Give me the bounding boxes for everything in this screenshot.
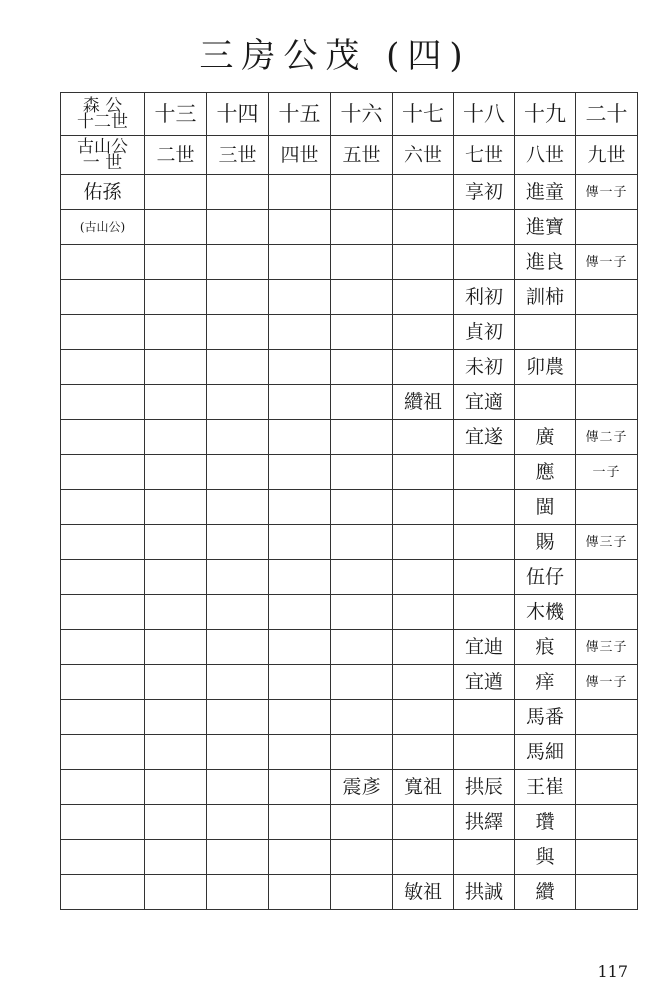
table-row xyxy=(61,875,638,910)
name-cell xyxy=(393,455,454,490)
name-cell: 卯農 xyxy=(515,350,576,385)
note-cell xyxy=(576,595,638,630)
name-cell xyxy=(269,385,331,420)
name-cell xyxy=(331,735,393,770)
name-cell: 貞初 xyxy=(454,315,515,350)
corner-bottom-line1: 古山公 xyxy=(77,136,128,157)
name-cell: 拱誠 xyxy=(454,875,515,910)
local-gen-header: 八世 xyxy=(515,136,576,175)
note-cell xyxy=(576,735,638,770)
name-cell xyxy=(269,700,331,735)
name-cell xyxy=(145,665,207,700)
name-cell xyxy=(331,385,393,420)
table-row xyxy=(61,595,638,630)
branch-cell xyxy=(61,420,145,455)
name-cell xyxy=(207,735,269,770)
branch-cell xyxy=(61,840,145,875)
name-cell xyxy=(145,490,207,525)
name-cell: 伍仔 xyxy=(515,560,576,595)
table-row xyxy=(61,805,638,840)
table-row xyxy=(61,560,638,595)
corner-top-line2: 十二世 xyxy=(77,111,128,132)
name-cell xyxy=(207,700,269,735)
name-cell xyxy=(145,735,207,770)
table-row xyxy=(61,840,638,875)
name-cell xyxy=(269,805,331,840)
name-cell xyxy=(393,350,454,385)
name-cell xyxy=(393,420,454,455)
name-cell xyxy=(331,175,393,210)
note-cell: 傳二子 xyxy=(576,420,638,455)
page-title: 三房公茂 (四) xyxy=(199,36,471,76)
local-gen-header: 四世 xyxy=(269,136,331,175)
name-cell xyxy=(454,245,515,280)
name-cell xyxy=(454,595,515,630)
name-cell: 宜迪 xyxy=(454,630,515,665)
branch-cell: (古山公) xyxy=(61,210,145,245)
name-cell: 王崔 xyxy=(515,770,576,805)
name-cell: 拱辰 xyxy=(454,770,515,805)
note-cell: 傳三子 xyxy=(576,525,638,560)
gen-header: 十三 xyxy=(145,93,207,136)
note-cell xyxy=(576,385,638,420)
corner-cell-top xyxy=(61,93,145,136)
table-row xyxy=(61,420,638,455)
name-cell xyxy=(331,315,393,350)
name-cell: 纘 xyxy=(515,875,576,910)
gen-header: 十九 xyxy=(515,93,576,136)
name-cell xyxy=(145,700,207,735)
generation-header-row xyxy=(61,93,638,136)
name-cell xyxy=(454,455,515,490)
name-cell: 震彥 xyxy=(331,770,393,805)
branch-cell xyxy=(61,490,145,525)
table-row xyxy=(61,665,638,700)
corner-bottom-line2: 一 世 xyxy=(82,152,123,173)
name-cell xyxy=(393,210,454,245)
name-cell xyxy=(454,700,515,735)
name-cell xyxy=(145,840,207,875)
local-gen-header: 二世 xyxy=(145,136,207,175)
name-cell xyxy=(145,245,207,280)
name-cell: 進寶 xyxy=(515,210,576,245)
name-cell xyxy=(145,315,207,350)
name-cell xyxy=(393,700,454,735)
branch-cell xyxy=(61,280,145,315)
name-cell xyxy=(145,385,207,420)
name-cell xyxy=(269,665,331,700)
name-cell xyxy=(145,420,207,455)
name-cell xyxy=(207,840,269,875)
name-cell: 拱繹 xyxy=(454,805,515,840)
name-cell xyxy=(393,315,454,350)
gen-header: 十五 xyxy=(269,93,331,136)
name-cell: 馬番 xyxy=(515,700,576,735)
table-row xyxy=(61,315,638,350)
name-cell xyxy=(269,490,331,525)
name-cell: 寬祖 xyxy=(393,770,454,805)
name-cell xyxy=(207,455,269,490)
table-row xyxy=(61,700,638,735)
name-cell xyxy=(145,175,207,210)
name-cell: 利初 xyxy=(454,280,515,315)
name-cell xyxy=(269,175,331,210)
note-cell xyxy=(576,840,638,875)
name-cell: 訓柿 xyxy=(515,280,576,315)
name-cell xyxy=(269,420,331,455)
local-gen-header: 九世 xyxy=(576,136,638,175)
name-cell: 宜遒 xyxy=(454,665,515,700)
name-cell xyxy=(269,735,331,770)
branch-cell: 佑孫 xyxy=(61,175,145,210)
name-cell xyxy=(207,490,269,525)
name-cell xyxy=(269,595,331,630)
note-cell xyxy=(576,770,638,805)
corner-top-line1: 森 公 xyxy=(82,95,123,116)
name-cell xyxy=(145,595,207,630)
name-cell xyxy=(454,560,515,595)
name-cell xyxy=(454,840,515,875)
page-number: 117 xyxy=(597,962,628,981)
name-cell xyxy=(393,490,454,525)
name-cell xyxy=(269,315,331,350)
name-cell: 馬細 xyxy=(515,735,576,770)
branch-cell xyxy=(61,875,145,910)
name-cell: 與 xyxy=(515,840,576,875)
name-cell xyxy=(145,210,207,245)
gen-header: 十四 xyxy=(207,93,269,136)
name-cell: 享初 xyxy=(454,175,515,210)
name-cell xyxy=(207,385,269,420)
name-cell xyxy=(207,525,269,560)
name-cell xyxy=(207,245,269,280)
name-cell: 敏祖 xyxy=(393,875,454,910)
branch-cell xyxy=(61,770,145,805)
note-cell xyxy=(576,700,638,735)
branch-cell xyxy=(61,665,145,700)
name-cell xyxy=(393,595,454,630)
branch-cell xyxy=(61,595,145,630)
local-generation-header-row xyxy=(61,136,638,175)
note-cell: 傳三子 xyxy=(576,630,638,665)
name-cell xyxy=(145,350,207,385)
name-cell xyxy=(207,770,269,805)
name-cell xyxy=(393,805,454,840)
name-cell xyxy=(515,385,576,420)
local-gen-header: 六世 xyxy=(393,136,454,175)
table-row xyxy=(61,455,638,490)
name-cell xyxy=(269,560,331,595)
name-cell xyxy=(269,875,331,910)
branch-cell xyxy=(61,700,145,735)
table-row xyxy=(61,175,638,210)
name-cell xyxy=(393,525,454,560)
note-cell: 傳一子 xyxy=(576,175,638,210)
note-cell: 傳一子 xyxy=(576,245,638,280)
name-cell xyxy=(454,210,515,245)
gen-header: 二十 xyxy=(576,93,638,136)
name-cell xyxy=(515,315,576,350)
name-cell xyxy=(269,350,331,385)
name-cell xyxy=(145,280,207,315)
gen-header: 十七 xyxy=(393,93,454,136)
name-cell xyxy=(331,455,393,490)
gen-header: 十八 xyxy=(454,93,515,136)
note-cell: 傳一子 xyxy=(576,665,638,700)
name-cell xyxy=(454,490,515,525)
note-cell xyxy=(576,875,638,910)
name-cell: 纘祖 xyxy=(393,385,454,420)
name-cell: 木機 xyxy=(515,595,576,630)
name-cell xyxy=(269,630,331,665)
table-row xyxy=(61,770,638,805)
name-cell xyxy=(454,735,515,770)
name-cell xyxy=(207,280,269,315)
branch-cell xyxy=(61,315,145,350)
name-cell xyxy=(207,350,269,385)
name-cell xyxy=(331,875,393,910)
name-cell xyxy=(331,805,393,840)
name-cell xyxy=(393,560,454,595)
name-cell xyxy=(207,210,269,245)
genealogy-table xyxy=(60,92,638,910)
name-cell: 應 xyxy=(515,455,576,490)
name-cell xyxy=(393,630,454,665)
name-cell xyxy=(145,630,207,665)
name-cell xyxy=(331,700,393,735)
name-cell xyxy=(454,525,515,560)
name-cell xyxy=(269,245,331,280)
corner-cell-bottom xyxy=(61,136,145,175)
name-cell xyxy=(331,595,393,630)
branch-cell xyxy=(61,735,145,770)
name-cell xyxy=(269,280,331,315)
name-cell: 進良 xyxy=(515,245,576,280)
name-cell xyxy=(207,560,269,595)
branch-cell xyxy=(61,525,145,560)
branch-cell xyxy=(61,455,145,490)
name-cell xyxy=(207,665,269,700)
name-cell xyxy=(269,455,331,490)
name-cell xyxy=(269,840,331,875)
name-cell xyxy=(393,840,454,875)
name-cell xyxy=(269,770,331,805)
table-row xyxy=(61,525,638,560)
table-row xyxy=(61,210,638,245)
local-gen-header: 五世 xyxy=(331,136,393,175)
name-cell xyxy=(331,560,393,595)
name-cell xyxy=(393,280,454,315)
branch-cell xyxy=(61,245,145,280)
name-cell xyxy=(207,805,269,840)
table-row xyxy=(61,245,638,280)
note-cell xyxy=(576,315,638,350)
gen-header: 十六 xyxy=(331,93,393,136)
name-cell: 未初 xyxy=(454,350,515,385)
name-cell xyxy=(331,525,393,560)
name-cell xyxy=(393,665,454,700)
local-gen-header: 七世 xyxy=(454,136,515,175)
name-cell: 閩 xyxy=(515,490,576,525)
branch-cell xyxy=(61,350,145,385)
name-cell xyxy=(393,735,454,770)
name-cell xyxy=(207,315,269,350)
note-cell xyxy=(576,490,638,525)
table-row xyxy=(61,385,638,420)
branch-cell xyxy=(61,630,145,665)
note-cell xyxy=(576,210,638,245)
name-cell xyxy=(207,420,269,455)
name-cell xyxy=(393,175,454,210)
name-cell: 宜遂 xyxy=(454,420,515,455)
name-cell xyxy=(145,875,207,910)
name-cell xyxy=(269,525,331,560)
name-cell xyxy=(145,525,207,560)
branch-cell xyxy=(61,805,145,840)
name-cell: 宜適 xyxy=(454,385,515,420)
name-cell xyxy=(331,490,393,525)
name-cell: 痒 xyxy=(515,665,576,700)
note-cell: 一子 xyxy=(576,455,638,490)
name-cell xyxy=(145,770,207,805)
name-cell: 瓚 xyxy=(515,805,576,840)
name-cell: 進童 xyxy=(515,175,576,210)
branch-cell xyxy=(61,560,145,595)
name-cell xyxy=(331,280,393,315)
name-cell xyxy=(331,420,393,455)
name-cell xyxy=(331,840,393,875)
table-row xyxy=(61,350,638,385)
name-cell xyxy=(331,245,393,280)
name-cell xyxy=(331,210,393,245)
name-cell xyxy=(331,630,393,665)
name-cell xyxy=(145,805,207,840)
note-cell xyxy=(576,805,638,840)
name-cell: 痕 xyxy=(515,630,576,665)
table-row xyxy=(61,490,638,525)
name-cell xyxy=(269,210,331,245)
note-cell xyxy=(576,280,638,315)
name-cell: 賜 xyxy=(515,525,576,560)
name-cell xyxy=(207,630,269,665)
note-cell xyxy=(576,560,638,595)
table-row xyxy=(61,280,638,315)
name-cell xyxy=(331,665,393,700)
name-cell xyxy=(393,245,454,280)
name-cell xyxy=(145,560,207,595)
local-gen-header: 三世 xyxy=(207,136,269,175)
table-row xyxy=(61,735,638,770)
name-cell xyxy=(331,350,393,385)
name-cell: 廣 xyxy=(515,420,576,455)
name-cell xyxy=(207,175,269,210)
name-cell xyxy=(145,455,207,490)
note-cell xyxy=(576,350,638,385)
name-cell xyxy=(207,875,269,910)
name-cell xyxy=(207,595,269,630)
table-row xyxy=(61,630,638,665)
branch-cell xyxy=(61,385,145,420)
